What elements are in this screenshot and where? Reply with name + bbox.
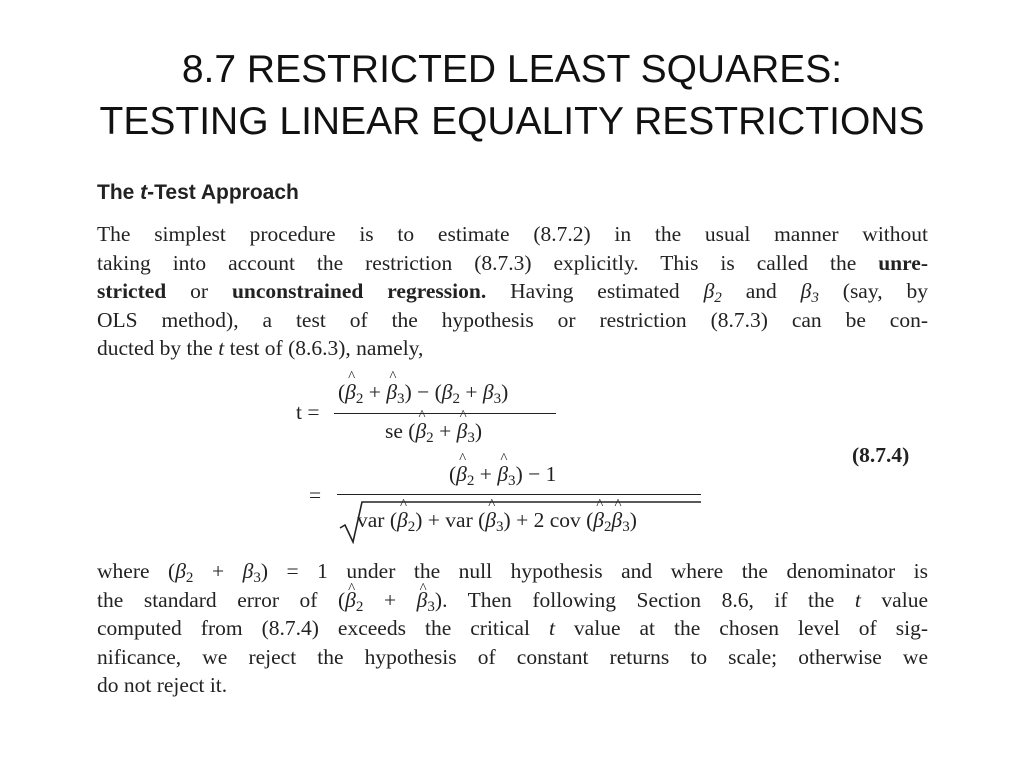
section-heading: The t-Test Approach bbox=[97, 181, 299, 204]
text-line: taking into account the restriction (8.7.3) explicitly. This is called the unre- bbox=[97, 250, 928, 275]
text-line: do not reject it. bbox=[97, 673, 228, 698]
equation-lhs: t = bbox=[296, 400, 320, 424]
equation-8-7-4 bbox=[0, 376, 1024, 546]
fraction-1-denominator: se (^ $\beta_2$ + ^ $\beta_3$) bbox=[385, 419, 482, 444]
text-line: nificance, we reject the hypothesis of constant returns to scale; otherwise we bbox=[97, 644, 928, 669]
text-line: where $(\beta_2 + \beta_3) = 1$ under the null hypothesis and where the denominator is bbox=[97, 559, 928, 586]
fraction-2-denominator: var (^ $\beta_2$) + var (^ $\beta_3) + 2$ cov (^ $\beta_2\^{}$ $\beta_3$) bbox=[357, 508, 637, 533]
slide-title bbox=[0, 44, 1024, 148]
text-line: computed from (8.7.4) exceeds the critical t value at the chosen level of sig- bbox=[97, 616, 928, 641]
text-line: ducted by the t test of (8.6.3), namely, bbox=[97, 336, 424, 361]
intro-paragraph bbox=[97, 220, 928, 363]
title-line-2: TESTING LINEAR EQUALITY RESTRICTIONS bbox=[99, 100, 925, 143]
fraction-2-numerator: (^ $\beta_2$ + ^ $\beta_3) - 1$ bbox=[449, 462, 556, 487]
equals-sign: = bbox=[309, 483, 322, 507]
equation-number: (8.7.4) bbox=[852, 443, 910, 467]
text-line: the standard error of (^ $\beta_2$ + ^ $\beta_3$). Then following Section 8.6, if the t value bbox=[97, 586, 928, 615]
explanation-paragraph bbox=[97, 557, 928, 700]
text-line: stricted or unconstrained regression. Having estimated $\beta_2$ and $\beta_3$ (say, by bbox=[97, 279, 928, 307]
text-line: The simplest procedure is to estimate (8.7.2) in the usual manner without bbox=[97, 222, 928, 246]
title-line-1: 8.7 RESTRICTED LEAST SQUARES: bbox=[181, 48, 843, 91]
fraction-2-bar bbox=[337, 494, 701, 495]
text-line: OLS method), a test of the hypothesis or restriction (8.7.3) can be con- bbox=[97, 307, 928, 332]
fraction-1-bar bbox=[334, 413, 556, 414]
fraction-1-numerator: (^ $\beta_2$ + ^ $\beta_3) - (\beta_2 + \beta_3)$ bbox=[338, 380, 508, 405]
